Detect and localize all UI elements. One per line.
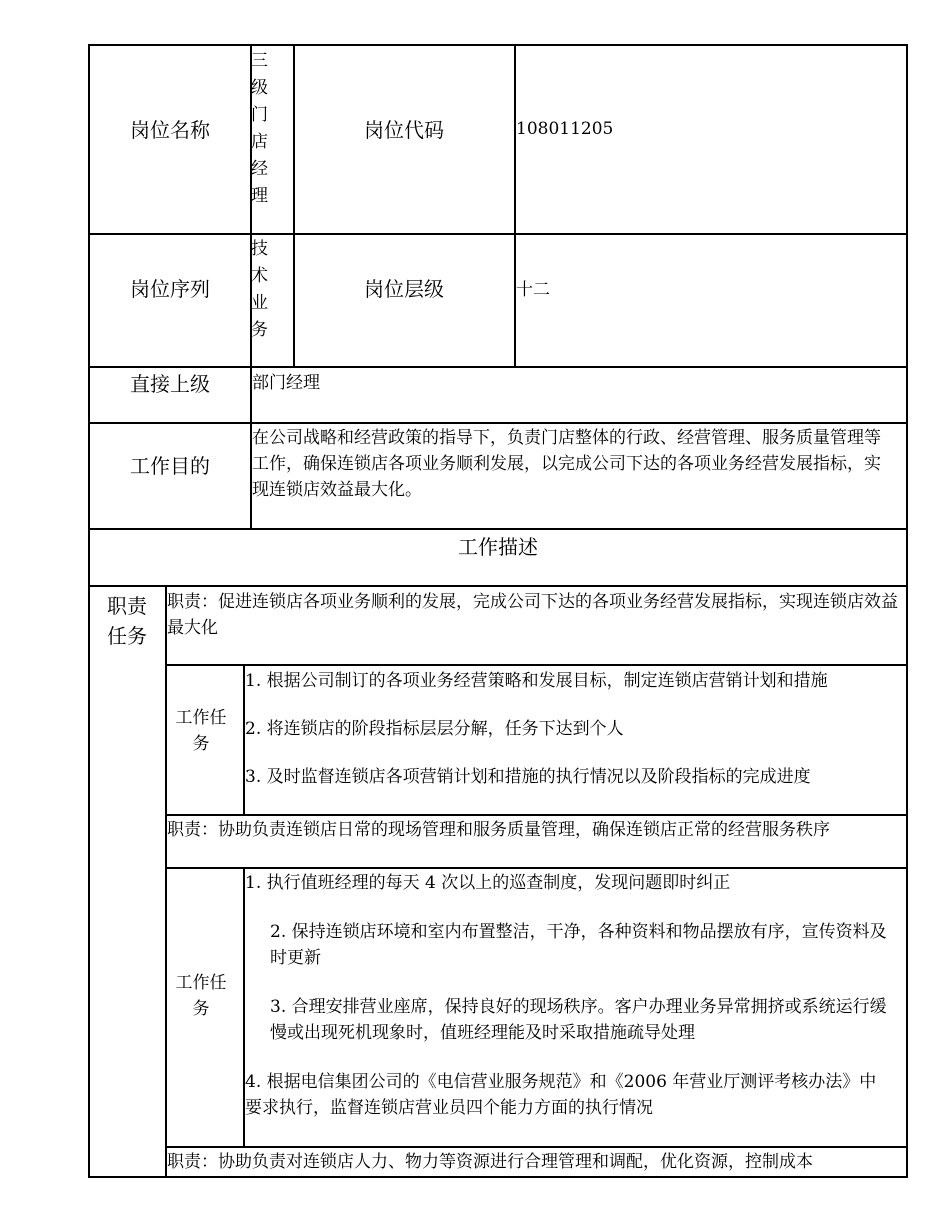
- section-label-duties: 职责任务: [107, 594, 147, 648]
- position-level-value: 十二: [516, 280, 550, 300]
- position-code-value: 108011205: [516, 119, 614, 139]
- duty-2-task-4: 4. 根据电信集团公司的《电信营业服务规范》和《2006 年营业厅测评考核办法》中要求执行，监督连锁店营业员四个能力方面的执行情况: [245, 1072, 877, 1118]
- duty-2-task-1: 1. 执行值班经理的每天 4 次以上的巡查制度，发现问题即时纠正: [245, 873, 731, 893]
- duty-1-task-3: 3. 及时监督连锁店各项营销计划和措施的执行情况以及阶段指标的完成进度: [245, 767, 811, 787]
- position-level-label: 岗位层级: [364, 277, 444, 301]
- position-name-value: 三级门店经理: [251, 51, 268, 206]
- duty-2-task-3: 3. 合理安排营业座席，保持良好的现场秩序。客户办理业务异常拥挤或系统运行缓慢或出现死机现象时，值班经理能及时采取措施疏导处理: [270, 997, 887, 1043]
- direct-superior-label: 直接上级: [130, 372, 210, 396]
- work-purpose-value: 在公司战略和经营政策的指导下，负责门店整体的行政、经营管理、服务质量管理等工作，确保连锁店各项业务顺利发展，以完成公司下达的各项业务经营发展指标，实现连锁店效益最大化。: [252, 428, 881, 500]
- position-series-value: 技术业务: [251, 239, 268, 340]
- duty-2: 职责：协助负责连锁店日常的现场管理和服务质量管理，确保连锁店正常的经营服务秩序: [167, 820, 830, 840]
- position-name-label: 岗位名称: [130, 118, 210, 142]
- direct-superior-value: 部门经理: [252, 373, 320, 393]
- duty-3: 职责：协助负责对连锁店人力、物力等资源进行合理管理和调配，优化资源，控制成本: [167, 1152, 813, 1172]
- work-description-title: 工作描述: [458, 535, 538, 559]
- duty-1-task-1: 1. 根据公司制订的各项业务经营策略和发展目标，制定连锁店营销计划和措施: [245, 671, 828, 691]
- duty-1-task-2: 2. 将连锁店的阶段指标层层分解，任务下达到个人: [245, 719, 624, 739]
- duty-2-task-2: 2. 保持连锁店环境和室内布置整洁，干净，各种资料和物品摆放有序，宣传资料及时更新: [270, 922, 887, 968]
- duty-1: 职责：促进连锁店各项业务顺利的发展，完成公司下达的各项业务经营发展指标，实现连锁店效益最大化: [167, 592, 898, 638]
- task-label-1: 工作任务: [175, 708, 227, 754]
- task-label-2: 工作任务: [175, 973, 227, 1019]
- position-series-label: 岗位序列: [130, 277, 210, 301]
- work-purpose-label: 工作目的: [130, 454, 210, 478]
- position-code-label: 岗位代码: [364, 118, 444, 142]
